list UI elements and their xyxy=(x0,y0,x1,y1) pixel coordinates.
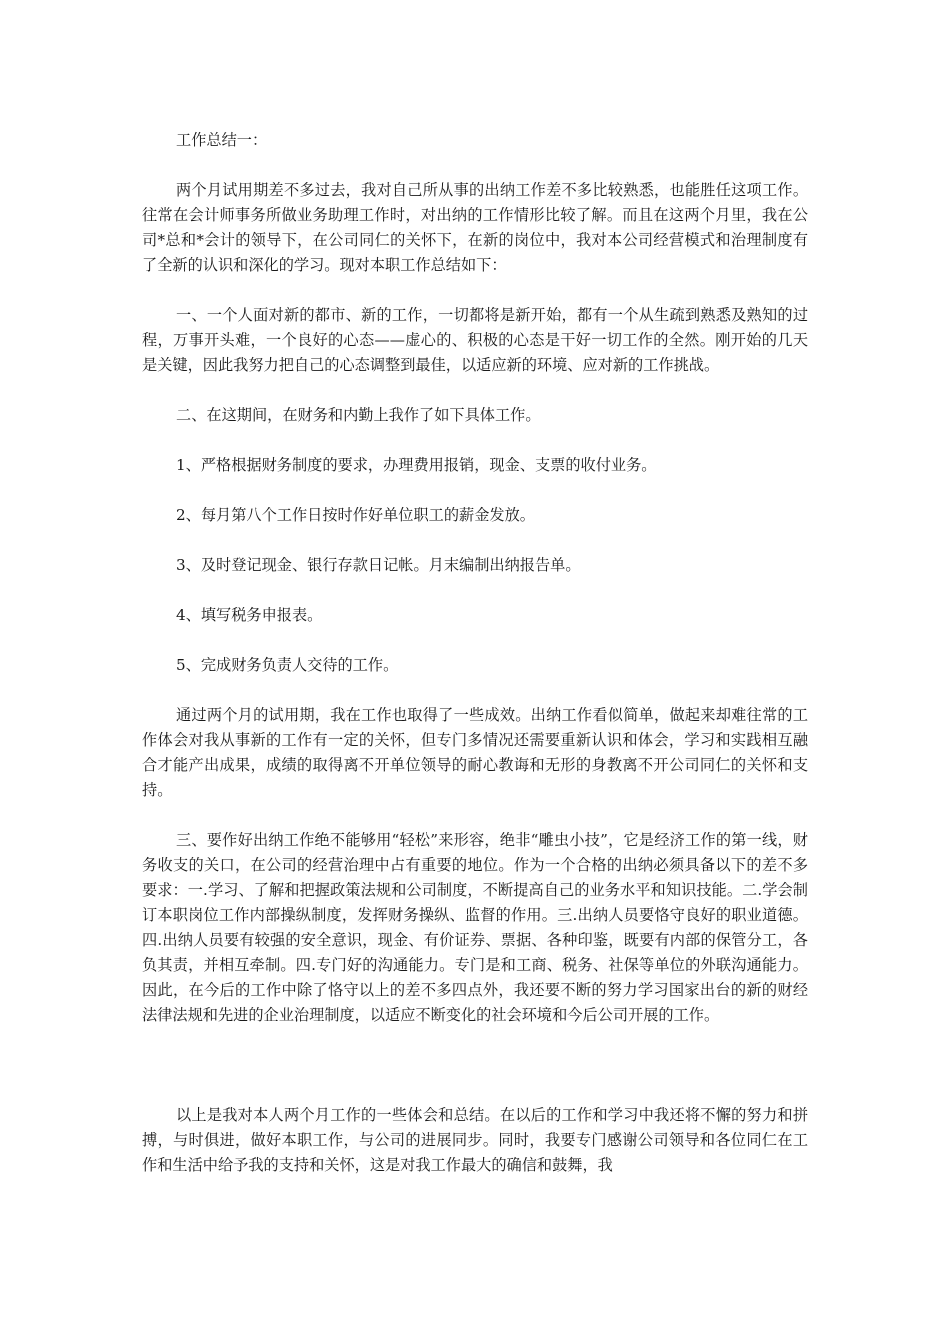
document-page xyxy=(142,128,808,1178)
list-item: 4、填写税务申报表。 xyxy=(176,606,323,624)
document-heading: 工作总结一： xyxy=(176,131,268,149)
paragraph-conclusion: 以上是我对本人两个月工作的一些体会和总结。在以后的工作和学习中我还将不懈的努力和拼搏，与时俱进，做好本职工作，与公司的进展同步。同时，我要专门感谢公司领导和各位同仁在工作和生活中给予我的支持和关怀，这是对我工作最大的确信和鼓舞，我 xyxy=(142,1106,808,1174)
paragraph-results: 通过两个月的试用期，我在工作也取得了一些成效。出纳工作看似简单，做起来却难往常的工作体会对我从事新的工作有一定的关怀，但专门多情况还需要重新认识和体会，学习和实践相互融合才能产出成果，成绩的取得离不开单位领导的耐心教诲和无形的身教离不开公司同仁的关怀和支持。 xyxy=(142,706,808,799)
list-item: 2、每月第八个工作日按时作好单位职工的薪金发放。 xyxy=(176,506,535,524)
paragraph-intro: 两个月试用期差不多过去，我对自己所从事的出纳工作差不多比较熟悉，也能胜任这项工作。往常在会计师事务所做业务助理工作时，对出纳的工作情形比较了解。而且在这两个月里，我在公司*总和*会计的领导下，在公司同仁的关怀下，在新的岗位中，我对本公司经营模式和治理制度有了全新的认识和深化的学习。现对本职工作总结如下： xyxy=(142,181,808,274)
paragraph-section-two: 二、在这期间，在财务和内勤上我作了如下具体工作。 xyxy=(176,406,541,424)
list-item: 3、及时登记现金、银行存款日记帐。月末编制出纳报告单。 xyxy=(176,556,581,574)
paragraph-section-one: 一、一个人面对新的都市、新的工作，一切都将是新开始，都有一个从生疏到熟悉及熟知的过程，万事开头难，一个良好的心态——虚心的、积极的心态是干好一切工作的全然。刚开始的几天是关键，因此我努力把自己的心态调整到最佳，以适应新的环境、应对新的工作挑战。 xyxy=(142,306,808,374)
list-item: 1、严格根据财务制度的要求，办理费用报销，现金、支票的收付业务。 xyxy=(176,456,657,474)
paragraph-section-three: 三、要作好出纳工作绝不能够用“轻松”来形容，绝非“雕虫小技”，它是经济工作的第一线，财务收支的关口，在公司的经营治理中占有重要的地位。作为一个合格的出纳必须具备以下的差不多要求：一.学习、了解和把握政策法规和公司制度，不断提高自己的业务水平和知识技能。二.学会制订本职岗位工作内部操纵制度，发挥财务操纵、监督的作用。三.出纳人员要恪守良好的职业道德。四.出纳人员要有较强的安全意识，现金、有价证券、票据、各种印鉴，既要有内部的保管分工，各负其责，并相互牵制。四.专门好的沟通能力。专门是和工商、税务、社保等单位的外联沟通能力。因此，在今后的工作中除了恪守以上的差不多四点外，我还要不断的努力学习国家出台的新的财经法律法规和先进的企业治理制度，以适应不断变化的社会环境和今后公司开展的工作。 xyxy=(142,831,808,1024)
list-item: 5、完成财务负责人交待的工作。 xyxy=(176,656,399,674)
